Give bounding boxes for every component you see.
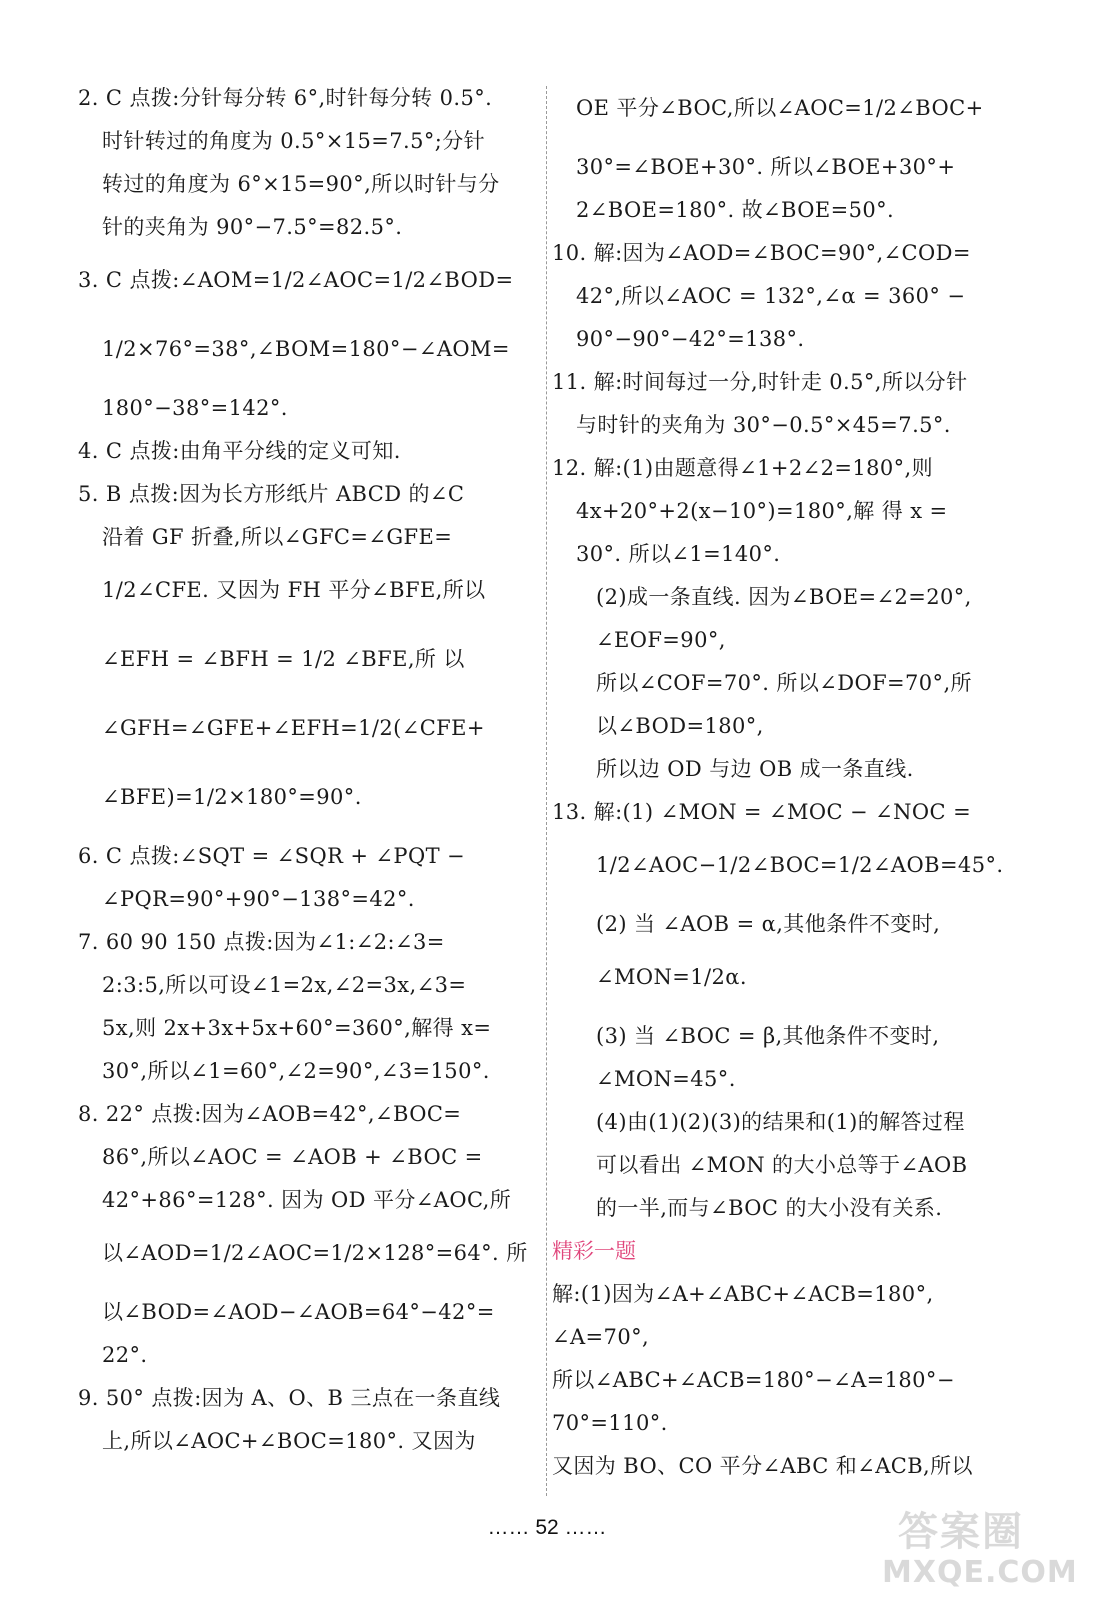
text-line: 9. 50° 点拨:因为 A、O、B 三点在一条直线 bbox=[78, 1386, 501, 1410]
text-line: 30°=∠BOE+30°. 所以∠BOE+30°+ bbox=[576, 155, 956, 179]
text-line: 可以看出 ∠MON 的大小总等于∠AOB bbox=[596, 1153, 968, 1177]
text-line: 5x,则 2x+3x+5x+60°=360°,解得 x= bbox=[102, 1016, 492, 1040]
text-line: 42°+86°=128°. 因为 OD 平分∠AOC,所 bbox=[102, 1188, 512, 1212]
text-line: (2)成一条直线. 因为∠BOE=∠2=20°, bbox=[596, 585, 972, 609]
text-line: OE 平分∠BOC,所以∠AOC=1/2∠BOC+ bbox=[576, 96, 984, 120]
text-line: 22°. bbox=[102, 1343, 148, 1367]
text-line: 所以∠ABC+∠ACB=180°−∠A=180°− bbox=[552, 1368, 955, 1392]
text-line: 以∠BOD=180°, bbox=[596, 714, 764, 738]
text-line: 所以∠COF=70°. 所以∠DOF=70°,所 bbox=[596, 671, 972, 695]
right-column-main bbox=[552, 84, 1022, 1222]
text-line: ∠PQR=90°+90°−138°=42°. bbox=[102, 887, 415, 911]
text-line: 11. 解:时间每过一分,时针走 0.5°,所以分针 bbox=[552, 370, 968, 394]
text-line: 上,所以∠AOC+∠BOC=180°. 又因为 bbox=[102, 1429, 476, 1453]
text-line: 4x+20°+2(x−10°)=180°,解 得 x = bbox=[576, 499, 948, 523]
text-line: 12. 解:(1)由题意得∠1+2∠2=180°,则 bbox=[552, 456, 934, 480]
right-column-tail bbox=[552, 1280, 1022, 1480]
text-line: 与时针的夹角为 30°−0.5°×45=7.5°. bbox=[576, 413, 951, 437]
text-line: 8. 22° 点拨:因为∠AOB=42°,∠BOC= bbox=[78, 1102, 462, 1126]
right-column bbox=[552, 84, 1022, 1495]
text-line: 13. 解:(1) ∠MON = ∠MOC − ∠NOC = bbox=[552, 800, 972, 824]
text-line: 6. C 点拨:∠SQT = ∠SQR + ∠PQT − bbox=[78, 844, 466, 868]
page-number: …… 52 …… bbox=[487, 1516, 607, 1539]
text-line: (3) 当 ∠BOC = β,其他条件不变时, bbox=[596, 1024, 940, 1048]
text-line: ∠BFE)=1/2×180°=90°. bbox=[102, 785, 362, 809]
text-line: 1/2∠AOC−1/2∠BOC=1/2∠AOB=45°. bbox=[596, 853, 1004, 877]
watermark-url: MXQE.COM bbox=[882, 1555, 1078, 1590]
text-line: (2) 当 ∠AOB = α,其他条件不变时, bbox=[596, 912, 941, 936]
text-line: (4)由(1)(2)(3)的结果和(1)的解答过程 bbox=[596, 1110, 965, 1134]
text-line: 的一半,而与∠BOC 的大小没有关系. bbox=[596, 1196, 943, 1220]
watermark-logo: 答案圈 bbox=[898, 1509, 1024, 1555]
text-line: 30°,所以∠1=60°,∠2=90°,∠3=150°. bbox=[102, 1059, 490, 1083]
text-line: 又因为 BO、CO 平分∠ABC 和∠ACB,所以 bbox=[552, 1454, 973, 1478]
text-line: 30°. 所以∠1=140°. bbox=[576, 542, 781, 566]
text-line: 90°−90°−42°=138°. bbox=[576, 327, 805, 351]
text-line: 7. 60 90 150 点拨:因为∠1:∠2:∠3= bbox=[78, 930, 445, 954]
text-line: 时针转过的角度为 0.5°×15=7.5°;分针 bbox=[102, 129, 486, 153]
text-line: 以∠BOD=∠AOD−∠AOB=64°−42°= bbox=[102, 1300, 495, 1324]
text-line: 5. B 点拨:因为长方形纸片 ABCD 的∠C bbox=[78, 482, 465, 506]
text-line: 70°=110°. bbox=[552, 1411, 668, 1435]
text-line: 1/2×76°=38°,∠BOM=180°−∠AOM= bbox=[102, 337, 510, 361]
text-line: 2∠BOE=180°. 故∠BOE=50°. bbox=[576, 198, 895, 222]
text-line: 42°,所以∠AOC = 132°,∠α = 360° − bbox=[576, 284, 966, 308]
text-line: 1/2∠CFE. 又因为 FH 平分∠BFE,所以 bbox=[102, 578, 486, 602]
text-line: 180°−38°=142°. bbox=[102, 396, 288, 420]
text-line: 解:(1)因为∠A+∠ABC+∠ACB=180°, bbox=[552, 1282, 934, 1306]
text-line: 10. 解:因为∠AOD=∠BOC=90°,∠COD= bbox=[552, 241, 971, 265]
left-column bbox=[78, 84, 540, 1470]
text-line: 86°,所以∠AOC = ∠AOB + ∠BOC = bbox=[102, 1145, 483, 1169]
text-line: 转过的角度为 6°×15=90°,所以时针与分 bbox=[102, 172, 500, 196]
text-line: ∠A=70°, bbox=[552, 1325, 650, 1349]
text-line: 针的夹角为 90°−7.5°=82.5°. bbox=[102, 215, 403, 239]
text-line: ∠EFH = ∠BFH = 1/2 ∠BFE,所 以 bbox=[102, 647, 465, 671]
text-line: 2. C 点拨:分针每分转 6°,时针每分转 0.5°. bbox=[78, 86, 493, 110]
text-line: ∠MON=1/2α. bbox=[596, 965, 747, 989]
text-line: ∠EOF=90°, bbox=[596, 628, 726, 652]
section-title: 精彩一题 bbox=[552, 1239, 636, 1263]
text-line: ∠GFH=∠GFE+∠EFH=1/2(∠CFE+ bbox=[102, 716, 485, 740]
text-line: 4. C 点拨:由角平分线的定义可知. bbox=[78, 439, 401, 463]
text-line: 3. C 点拨:∠AOM=1/2∠AOC=1/2∠BOD= bbox=[78, 268, 514, 292]
text-line: 2:3:5,所以可设∠1=2x,∠2=3x,∠3= bbox=[102, 973, 467, 997]
text-line: 以∠AOD=1/2∠AOC=1/2×128°=64°. 所 bbox=[102, 1241, 528, 1265]
column-divider bbox=[546, 86, 547, 1496]
text-line: ∠MON=45°. bbox=[596, 1067, 736, 1091]
text-line: 所以边 OD 与边 OB 成一条直线. bbox=[596, 757, 914, 781]
text-line: 沿着 GF 折叠,所以∠GFC=∠GFE= bbox=[102, 525, 453, 549]
